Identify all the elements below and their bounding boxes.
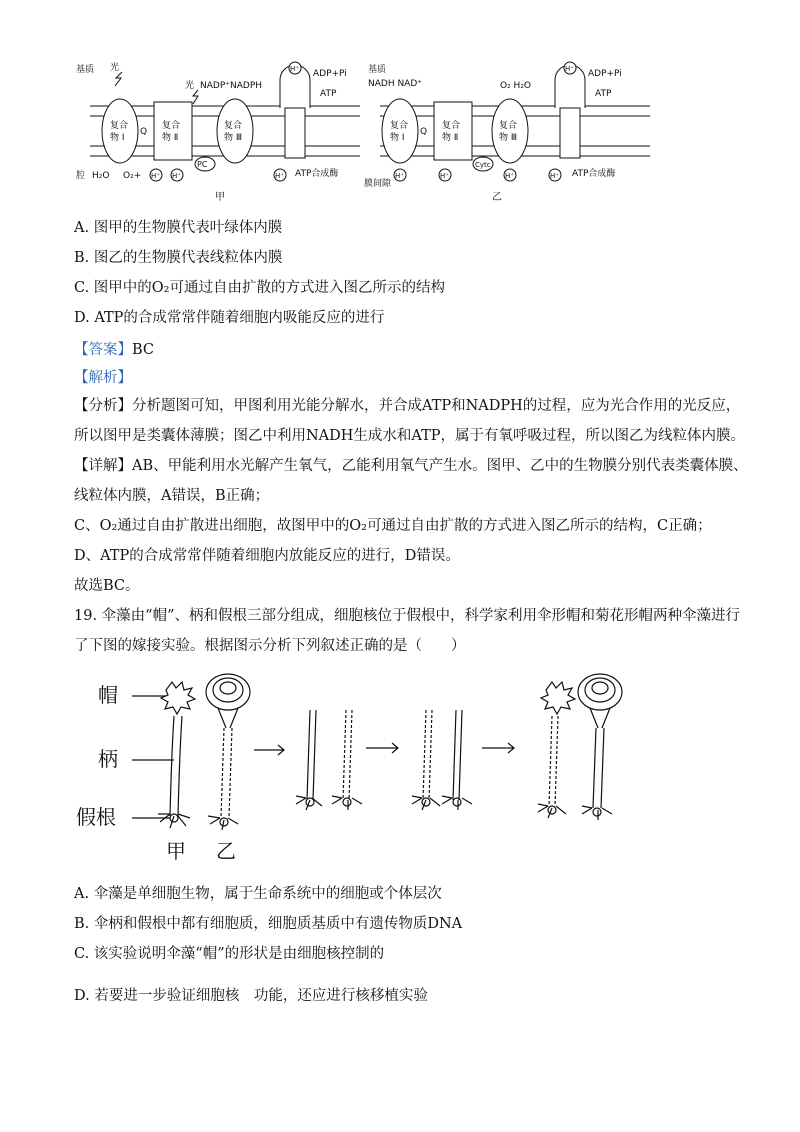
svg-text:ATP合成酶: ATP合成酶 (572, 169, 616, 179)
svg-text:H⁺: H⁺ (550, 172, 559, 180)
svg-text:H⁺: H⁺ (440, 172, 449, 180)
svg-text:复合: 复合 (442, 121, 461, 131)
svg-text:物 Ⅲ: 物 Ⅲ (499, 133, 518, 143)
matrix-label: 基质 (368, 65, 387, 75)
q19-option-d: D. 若要进一步验证细胞核 功能，还应进行核移植实验 (74, 988, 428, 1004)
caption-yi-2: 乙 (216, 839, 236, 863)
svg-text:复合: 复合 (162, 121, 181, 131)
label-cap: 帽 (98, 683, 118, 707)
cytc-label: Cytc (475, 161, 491, 169)
answer-line (74, 340, 154, 360)
svg-text:物 Ⅱ: 物 Ⅱ (442, 133, 459, 143)
caption-yi: 乙 (492, 192, 502, 203)
o2-label: O₂+ (123, 171, 142, 181)
svg-text:H⁺: H⁺ (505, 172, 514, 180)
svg-text:复合: 复合 (390, 121, 409, 131)
fenxi-line-1: 【分析】分析题图可知，甲图利用光能分解水，并合成ATP和NADPH的过程，应为光合作用的光反应， (74, 398, 741, 414)
nadh-label: NADH NAD⁺ (368, 79, 423, 89)
o2h2o-label: O₂ H₂O (500, 81, 532, 91)
svg-text:物 Ⅰ: 物 Ⅰ (110, 133, 125, 143)
synthase-label: ATP合成酶 (295, 169, 339, 179)
svg-text:H⁺: H⁺ (395, 172, 404, 180)
svg-text:复合: 复合 (110, 121, 129, 131)
light-label: 光 (110, 63, 120, 73)
svg-text:H⁺: H⁺ (151, 172, 160, 180)
svg-text:H⁺: H⁺ (275, 172, 284, 180)
svg-text:Q: Q (420, 127, 428, 137)
label-rhizoid: 假根 (76, 805, 116, 829)
lumen-label: 腔 (76, 171, 86, 181)
q18-option-c: C. 图甲中的O₂可通过自由扩散的方式进入图乙所示的结构 (74, 280, 445, 296)
answer-tag: 【答案】 (74, 342, 132, 358)
analysis-tag: 【解析】 (74, 370, 132, 386)
q18-option-b: B. 图乙的生物膜代表线粒体内膜 (74, 250, 283, 266)
q19-option-b: B. 伞柄和假根中都有细胞质，细胞质基质中有遗传物质DNA (74, 916, 463, 932)
q19-option-c: C. 该实验说明伞藻“帽”的形状是由细胞核控制的 (74, 946, 385, 962)
svg-text:物 Ⅱ: 物 Ⅱ (162, 133, 179, 143)
q19-option-a: A. 伞藻是单细胞生物，属于生命系统中的细胞或个体层次 (74, 886, 442, 902)
q18-option-a: A. 图甲的生物膜代表叶绿体内膜 (74, 220, 283, 236)
light-label-2: 光 (185, 81, 195, 91)
nadp-label: NADP⁺NADPH (200, 81, 263, 91)
xiangjie-line-2: 线粒体内膜，A错误，B正确； (74, 488, 270, 504)
d-line: D、ATP的合成常常伴随着细胞内放能反应的进行，D错误。 (74, 548, 460, 564)
c-line: C、O₂通过自由扩散进出细胞，故图甲中的O₂可通过自由扩散的方式进入图乙所示的结构，C正确； (74, 518, 712, 534)
svg-text:物 Ⅰ: 物 Ⅰ (390, 133, 405, 143)
h2o-label: H₂O (92, 171, 110, 181)
atp-label: ATP (320, 89, 337, 99)
caption-jia-2: 甲 (166, 839, 186, 863)
membrane-figure (70, 58, 730, 210)
adp-label: ADP+Pi (313, 69, 347, 79)
svg-text:复合: 复合 (499, 121, 518, 131)
q19-stem-1: 19. 伞藻由“帽”、柄和假根三部分组成，细胞核位于假根中，科学家利用伞形帽和菊花形帽两种伞藻进行 (74, 608, 740, 624)
panel-jia (76, 61, 360, 203)
svg-text:ATP: ATP (595, 89, 612, 99)
svg-text:H⁺: H⁺ (172, 172, 181, 180)
acetabularia-figure (70, 668, 670, 868)
svg-text:H⁺: H⁺ (565, 65, 574, 73)
answer-value: BC (132, 342, 155, 358)
svg-text:ADP+Pi: ADP+Pi (588, 69, 622, 79)
svg-text:H⁺: H⁺ (290, 65, 299, 73)
xiangjie-line-1: 【详解】AB、甲能利用水光解产生氧气，乙能利用氧气产生水。图甲、乙中的生物膜分别代表类囊体膜、 (74, 458, 748, 474)
fenxi-line-2: 所以图甲是类囊体薄膜；图乙中利用NADH生成水和ATP，属于有氧呼吸过程，所以图乙为线粒体内膜。 (74, 428, 746, 444)
q18-option-d: D. ATP的合成常常伴随着细胞内吸能反应的进行 (74, 310, 385, 326)
pc-label: PC (197, 160, 208, 169)
lumen-label: 膜间隙 (364, 179, 392, 189)
q-label: Q (140, 127, 148, 137)
matrix-label: 基质 (76, 65, 95, 75)
svg-text:复合: 复合 (224, 121, 243, 131)
conclusion-line: 故选BC。 (74, 578, 140, 594)
caption-jia: 甲 (215, 192, 225, 203)
svg-text:物 Ⅲ: 物 Ⅲ (224, 133, 243, 143)
q19-stem-2: 了下图的嫁接实验。根据图示分析下列叙述正确的是（ ） (74, 638, 466, 654)
panel-yi (364, 62, 650, 203)
label-stalk: 柄 (98, 747, 118, 771)
